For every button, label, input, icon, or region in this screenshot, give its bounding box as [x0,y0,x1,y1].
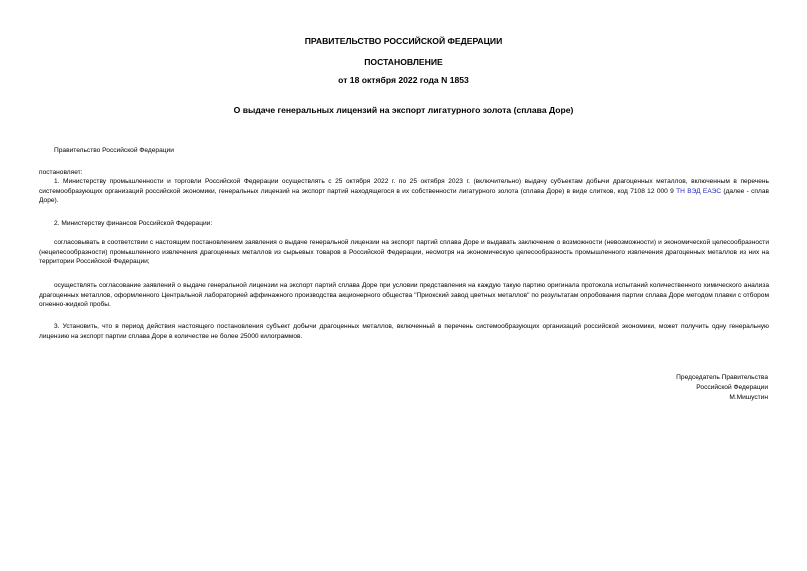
document-title: О выдаче генеральных лицензий на экспорт лигатурного золота (сплава Доре) [233,105,574,115]
date-number-heading: от 18 октября 2022 года N 1853 [338,75,469,85]
item-1-tail: (далее - сплав Доре). [39,187,769,205]
signature-name: М.Мишустин [729,394,768,401]
signature-organization: Российской Федерации [696,384,768,391]
document-type-heading: ПОСТАНОВЛЕНИЕ [364,57,443,67]
tn-ved-link[interactable]: ТН ВЭД ЕАЭС [676,187,722,195]
intro-paragraph: Правительство Российской Федерации [54,147,174,154]
item-1-text: 1. Министерству промышленности и торговли Российской Федерации осуществлять с 25 октября 2022 г. по 25 октября 2023 г. (включительно) выдачу субъектам добычи драгоценных металлов, включенным в перечень системообразующих организаций российской экономики, генеральных лицензий на экспорт партий находящегося в их собственности лигатурного золота (сплава Доре) в виде слитков, код 7108 12 000 9 [39,178,769,195]
government-heading: ПРАВИТЕЛЬСТВО РОССИЙСКОЙ ФЕДЕРАЦИИ [304,36,503,46]
item-2-subparagraph-b: осуществлять согласование заявлений о выдаче генеральной лицензии на экспорт партий сплава Доре при условии представления на каждую такую партию оригинала протокола испытаний количественного химического анализа драгоценных металлов, оформленного Центральной лабораторией аффинажного производства акционерного общества "Приокский завод цветных металлов" по результатам опробования партии сплава Доре методом плавки с отбором огненно-жидкой пробы. [39,282,769,309]
signature-position: Председатель Правительства [676,374,768,381]
item-3-paragraph: 3. Установить, что в период действия настоящего постановления субъект добычи драгоценных металлов, включенный в перечень системообразующих организаций российской экономики, может получить одну генеральную лицензию на экспорт партии сплава Доре в количестве не более 25000 килограммов. [39,323,769,340]
item-2-subparagraph-a: согласовывать в соответствии с настоящим постановлением заявления о выдаче генеральной лицензии на экспорт партий сплава Доре и выдавать заключение о возможности (невозможности) и экономической целесообразности (нецелесообразности) промышленного извлечения драгоценных металлов из сырьевых товаров в Российской Федерации, несмотря на экономическую целесообразность промышленного извлечения драгоценных металлов из них на территории Российской Федерации; [39,239,769,266]
item-1-paragraph [39,177,769,206]
decides-paragraph: постановляет: [39,169,83,176]
item-2-paragraph: 2. Министерству финансов Российской Федерации: [54,220,213,227]
